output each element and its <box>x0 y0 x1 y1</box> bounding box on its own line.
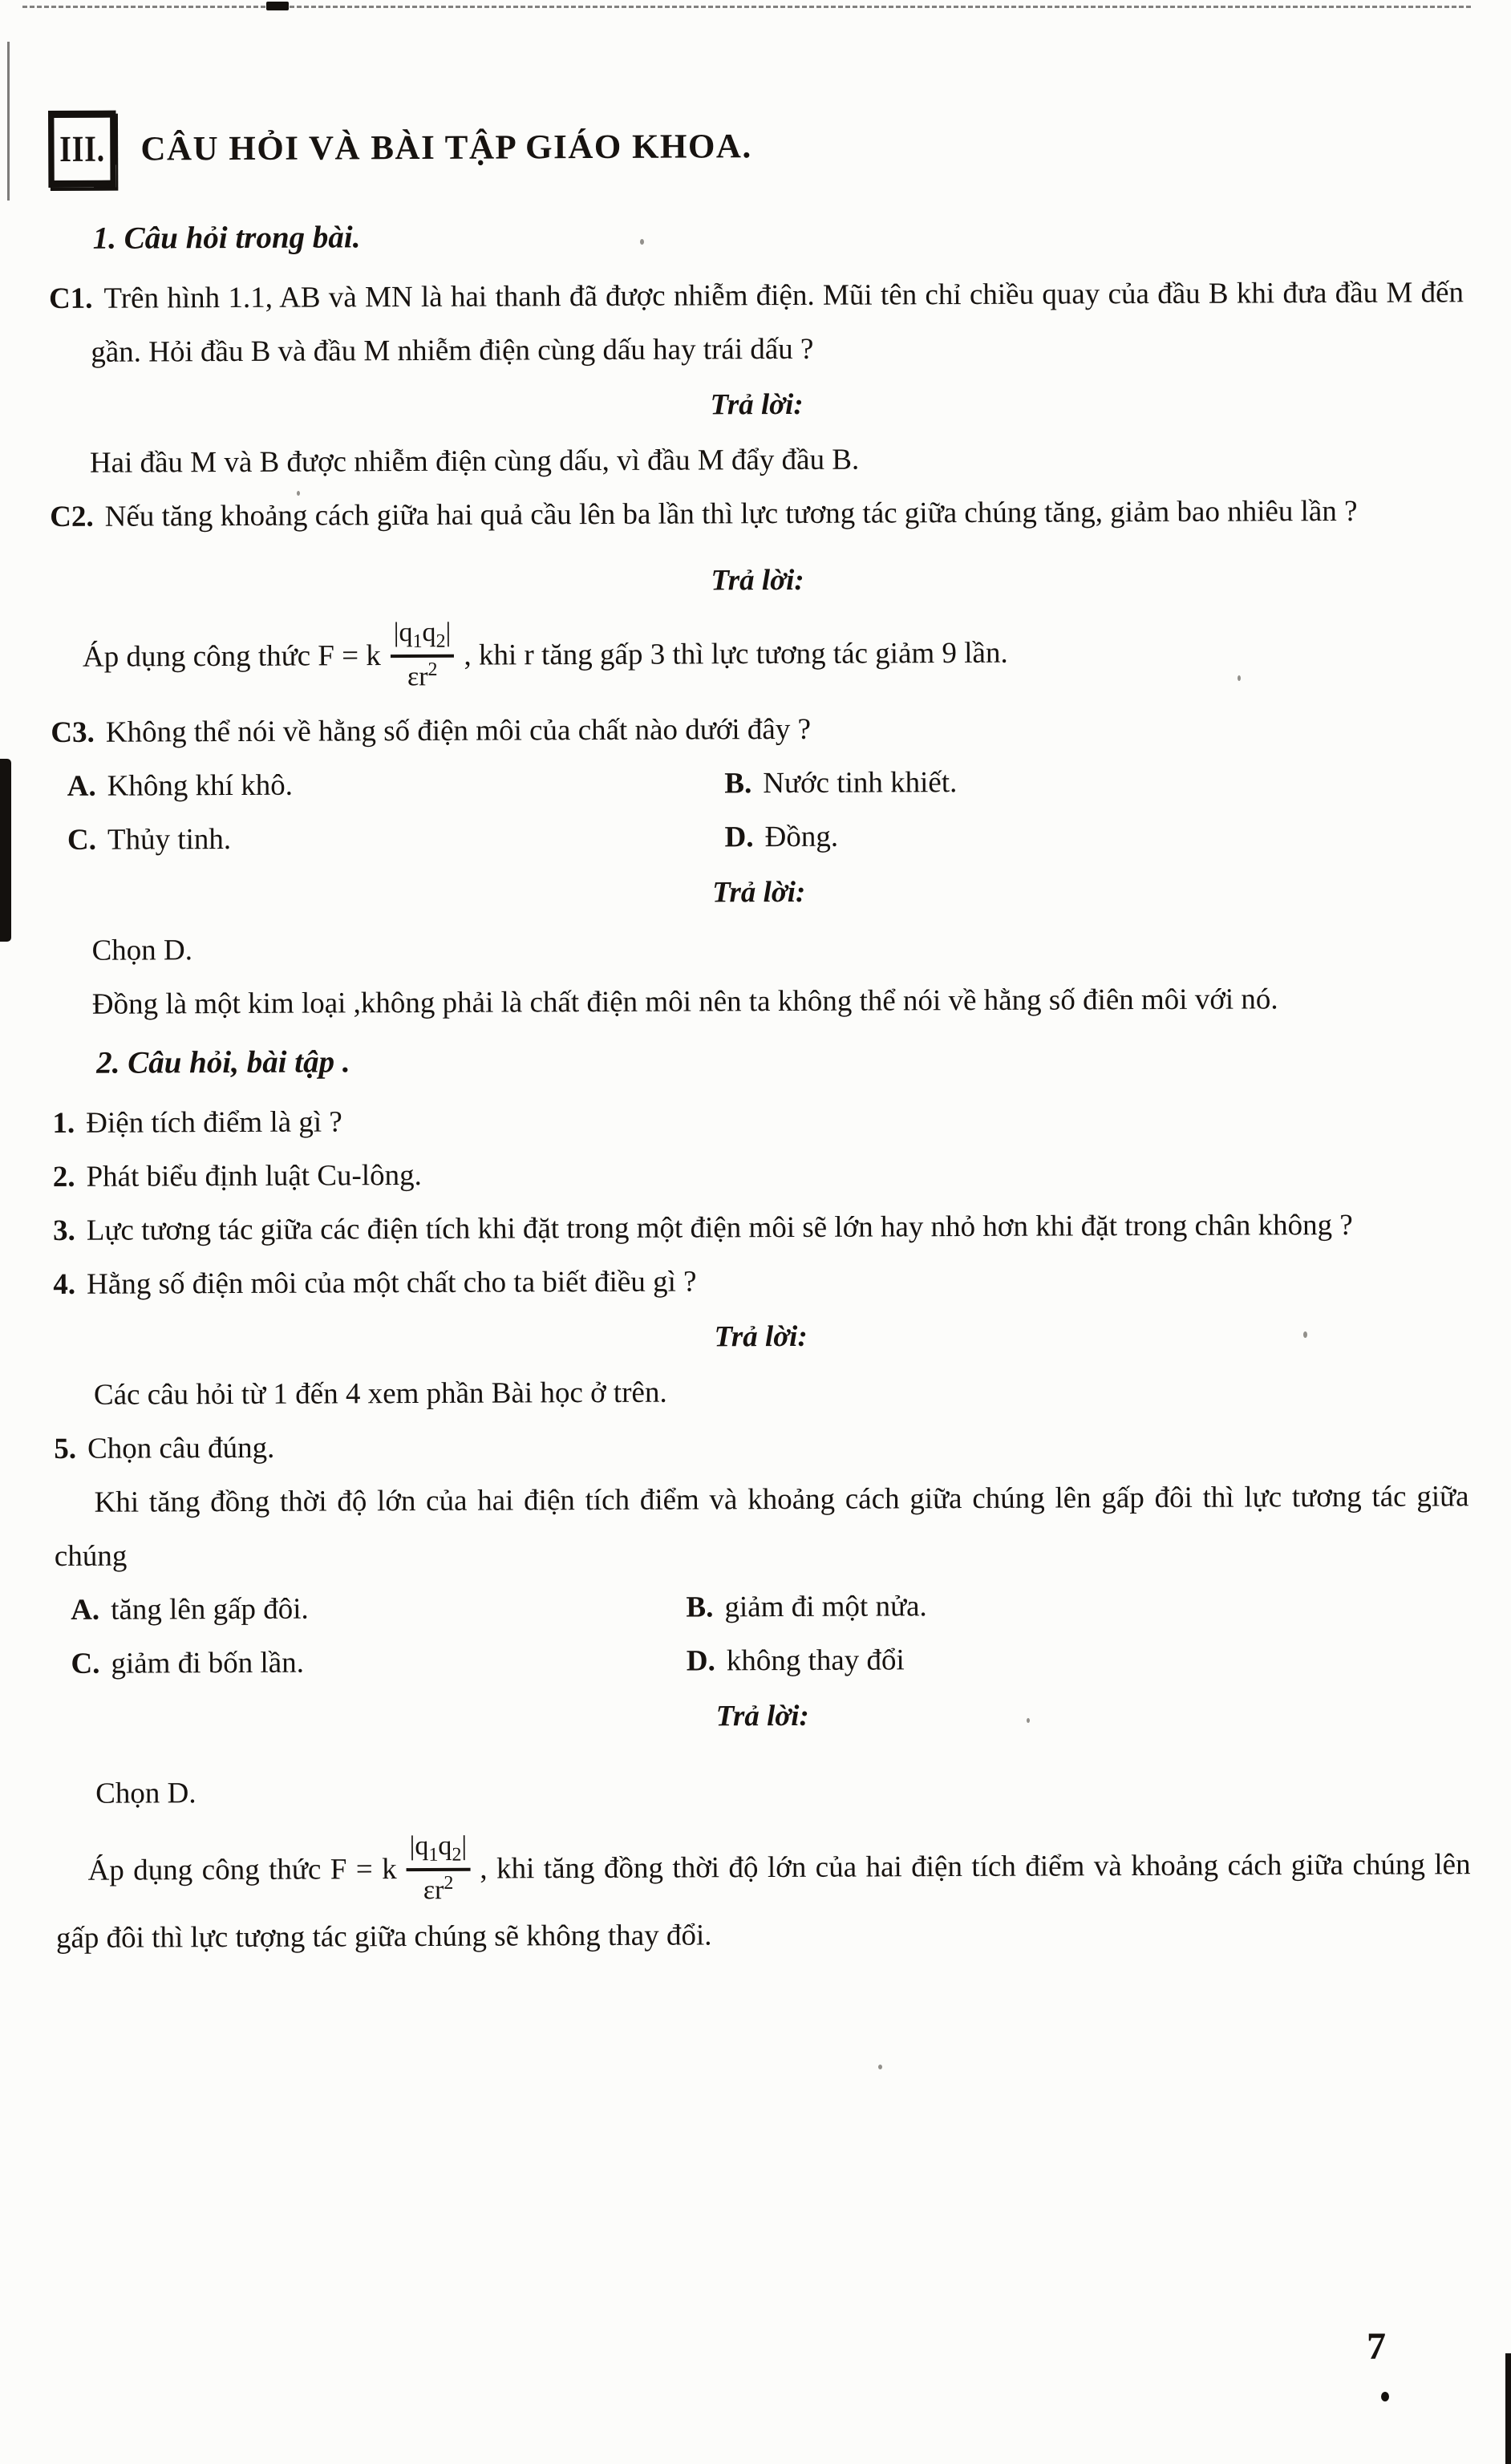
question-3-label: 3. <box>53 1214 75 1247</box>
option-d-label: D. <box>724 820 754 854</box>
question-c2-label: C2. <box>50 500 94 533</box>
question-2-text: Phát biểu định luật Cu-lông. <box>86 1158 422 1194</box>
option-c <box>67 810 725 867</box>
question-3 <box>53 1198 1468 1258</box>
option-b <box>686 1577 1469 1634</box>
numerator-close: | <box>461 1830 468 1861</box>
answer-q5-text: , khi tăng đồng thời độ lớn của hai điện tích điểm và khoảng cách giữa chúng lên gấp đôi thì lực tượng tác giữa chúng sẽ không thay đổi. <box>55 1847 1471 1955</box>
section-marker-box <box>48 111 116 188</box>
fraction-denominator <box>399 658 446 693</box>
question-c3-label: C3. <box>51 715 95 749</box>
question-c2-text: Nếu tăng khoảng cách giữa hai quả cầu lên ba lần thì lực tương tác giữa chúng tăng, giảm bao nhiêu lần ? <box>104 494 1358 533</box>
formula-prefix: Áp dụng công thức F = k <box>87 1852 397 1887</box>
answer-c3-choice: Chọn D. <box>91 934 193 967</box>
scan-left-blob <box>0 759 11 942</box>
option-b-text: Nước tinh khiết. <box>763 765 958 800</box>
denominator-exponent: 2 <box>444 1873 454 1895</box>
answer-q5 <box>55 1829 1471 1965</box>
scan-speck <box>878 2065 882 2069</box>
subsection-heading-2: 2. Câu hỏi, bài tập . <box>96 1044 350 1080</box>
numerator-mid: q <box>438 1830 452 1861</box>
coulomb-fraction <box>391 617 455 693</box>
answer-1-4: Các câu hỏi từ 1 đến 4 xem phần Bài học ở trên. <box>93 1376 667 1412</box>
option-b-label: B. <box>724 766 752 800</box>
option-d-text: không thay đổi <box>726 1643 905 1678</box>
option-b-text: giảm đi một nửa. <box>724 1590 927 1624</box>
numerator-open: |q <box>393 618 413 648</box>
question-c3 <box>51 699 1465 760</box>
question-5 <box>54 1416 1468 1476</box>
question-4 <box>53 1251 1468 1311</box>
option-a-label: A. <box>67 769 96 803</box>
question-c3-text: Không thể nói về hằng số điện môi của chất nào dưới đây ? <box>105 712 812 749</box>
scan-top-mark <box>266 2 289 10</box>
fraction-denominator <box>415 1871 462 1907</box>
scan-right-edge-mark <box>1505 2353 1511 2464</box>
reply-heading: Trả lời: <box>712 875 806 910</box>
section-header <box>48 104 1463 188</box>
answer-c2-text: , khi r tăng gấp 3 thì lực tương tác giảm 9 lần. <box>464 636 1008 672</box>
question-1-text: Điện tích điểm là gì ? <box>86 1105 342 1140</box>
coulomb-fraction <box>406 1830 470 1907</box>
question-c1-text: Trên hình 1.1, AB và MN là hai thanh đã được nhiễm điện. Mũi tên chỉ chiều quay của đầu B khi đưa đầu M đến gần. Hỏi đầu B và đầu M nhiễm điện cùng dấu hay trái dấu ? <box>91 276 1464 369</box>
options-q5 <box>55 1577 1470 1691</box>
answer-q5-choice: Chọn D. <box>95 1777 196 1810</box>
reply-heading: Trả lời: <box>711 563 804 598</box>
numerator-sub2: 2 <box>435 630 446 652</box>
page-number: 7 <box>1367 2325 1386 2368</box>
answer-c3-explanation: Đồng là một kim loại ,không phải là chất điện môi nên ta không thể nói về hằng số điên môi với nó. <box>91 983 1278 1021</box>
option-c-label: C. <box>71 1647 100 1680</box>
numerator-sub1: 1 <box>428 1844 439 1866</box>
scan-dot <box>1381 2392 1389 2401</box>
question-4-label: 4. <box>53 1267 76 1301</box>
formula-prefix: Áp dụng công thức F = k <box>82 639 381 674</box>
numerator-close: | <box>445 617 452 647</box>
question-4-text: Hằng số điện môi của một chất cho ta biết điều gì ? <box>87 1265 697 1301</box>
numerator-mid: q <box>422 617 436 647</box>
page-content <box>48 104 1471 1972</box>
option-b-label: B. <box>686 1591 714 1624</box>
option-a <box>67 756 725 813</box>
answer-c1: Hai đầu M và B được nhiễm điện cùng dấu, vì đầu M đẩy đầu B. <box>89 443 860 480</box>
question-c1-label: C1. <box>48 282 93 315</box>
subsection-heading-1: 1. Câu hỏi trong bài. <box>92 220 361 256</box>
option-c-text: giảm đi bốn lần. <box>111 1646 304 1680</box>
option-c-label: C. <box>67 823 97 857</box>
scan-left-line <box>7 42 10 201</box>
reply-heading: Trả lời: <box>715 1699 809 1733</box>
reply-heading: Trả lời: <box>714 1319 808 1354</box>
question-5-intro: Khi tăng đồng thời độ lớn của hai điện tích điểm và khoảng cách giữa chúng lên gấp đôi thì lực tương tác giữa chúng <box>54 1480 1469 1573</box>
option-b <box>724 753 1466 810</box>
numerator-open: |q <box>409 1830 429 1861</box>
fraction-numerator <box>406 1830 470 1869</box>
question-1 <box>52 1090 1467 1150</box>
options-c3 <box>51 753 1467 867</box>
question-c2 <box>50 484 1464 544</box>
option-a-text: Không khí khô. <box>107 768 293 803</box>
option-a <box>71 1580 687 1636</box>
option-d <box>687 1631 1470 1688</box>
denominator-base: εr <box>423 1875 444 1906</box>
option-c-text: Thủy tinh. <box>107 822 232 857</box>
question-3-text: Lực tương tác giữa các điện tích khi đặt trong một điện môi sẽ lớn hay nhỏ hơn khi đặt trong chân không ? <box>86 1208 1353 1247</box>
option-d-label: D. <box>686 1644 715 1678</box>
section-marker: III. <box>59 128 106 169</box>
question-1-label: 1. <box>52 1106 75 1140</box>
question-5-text: Chọn câu đúng. <box>87 1431 275 1465</box>
option-a-text: tăng lên gấp đôi. <box>111 1592 309 1627</box>
question-c1 <box>49 265 1464 379</box>
question-2 <box>53 1144 1468 1204</box>
question-2-label: 2. <box>52 1160 75 1194</box>
option-d-text: Đồng. <box>764 820 839 853</box>
option-c <box>71 1634 687 1690</box>
numerator-sub2: 2 <box>452 1844 462 1866</box>
option-a-label: A. <box>71 1593 100 1627</box>
denominator-exponent: 2 <box>427 659 438 681</box>
fraction-numerator <box>391 617 455 655</box>
answer-c2 <box>51 615 1465 698</box>
option-d <box>724 807 1466 864</box>
scan-top-dashed-line <box>22 6 1471 10</box>
page-title: CÂU HỎI VÀ BÀI TẬP GIÁO KHOA. <box>140 127 752 168</box>
denominator-base: εr <box>407 662 428 692</box>
question-5-label: 5. <box>54 1432 77 1465</box>
numerator-sub1: 1 <box>412 630 423 652</box>
reply-heading: Trả lời: <box>710 387 804 422</box>
